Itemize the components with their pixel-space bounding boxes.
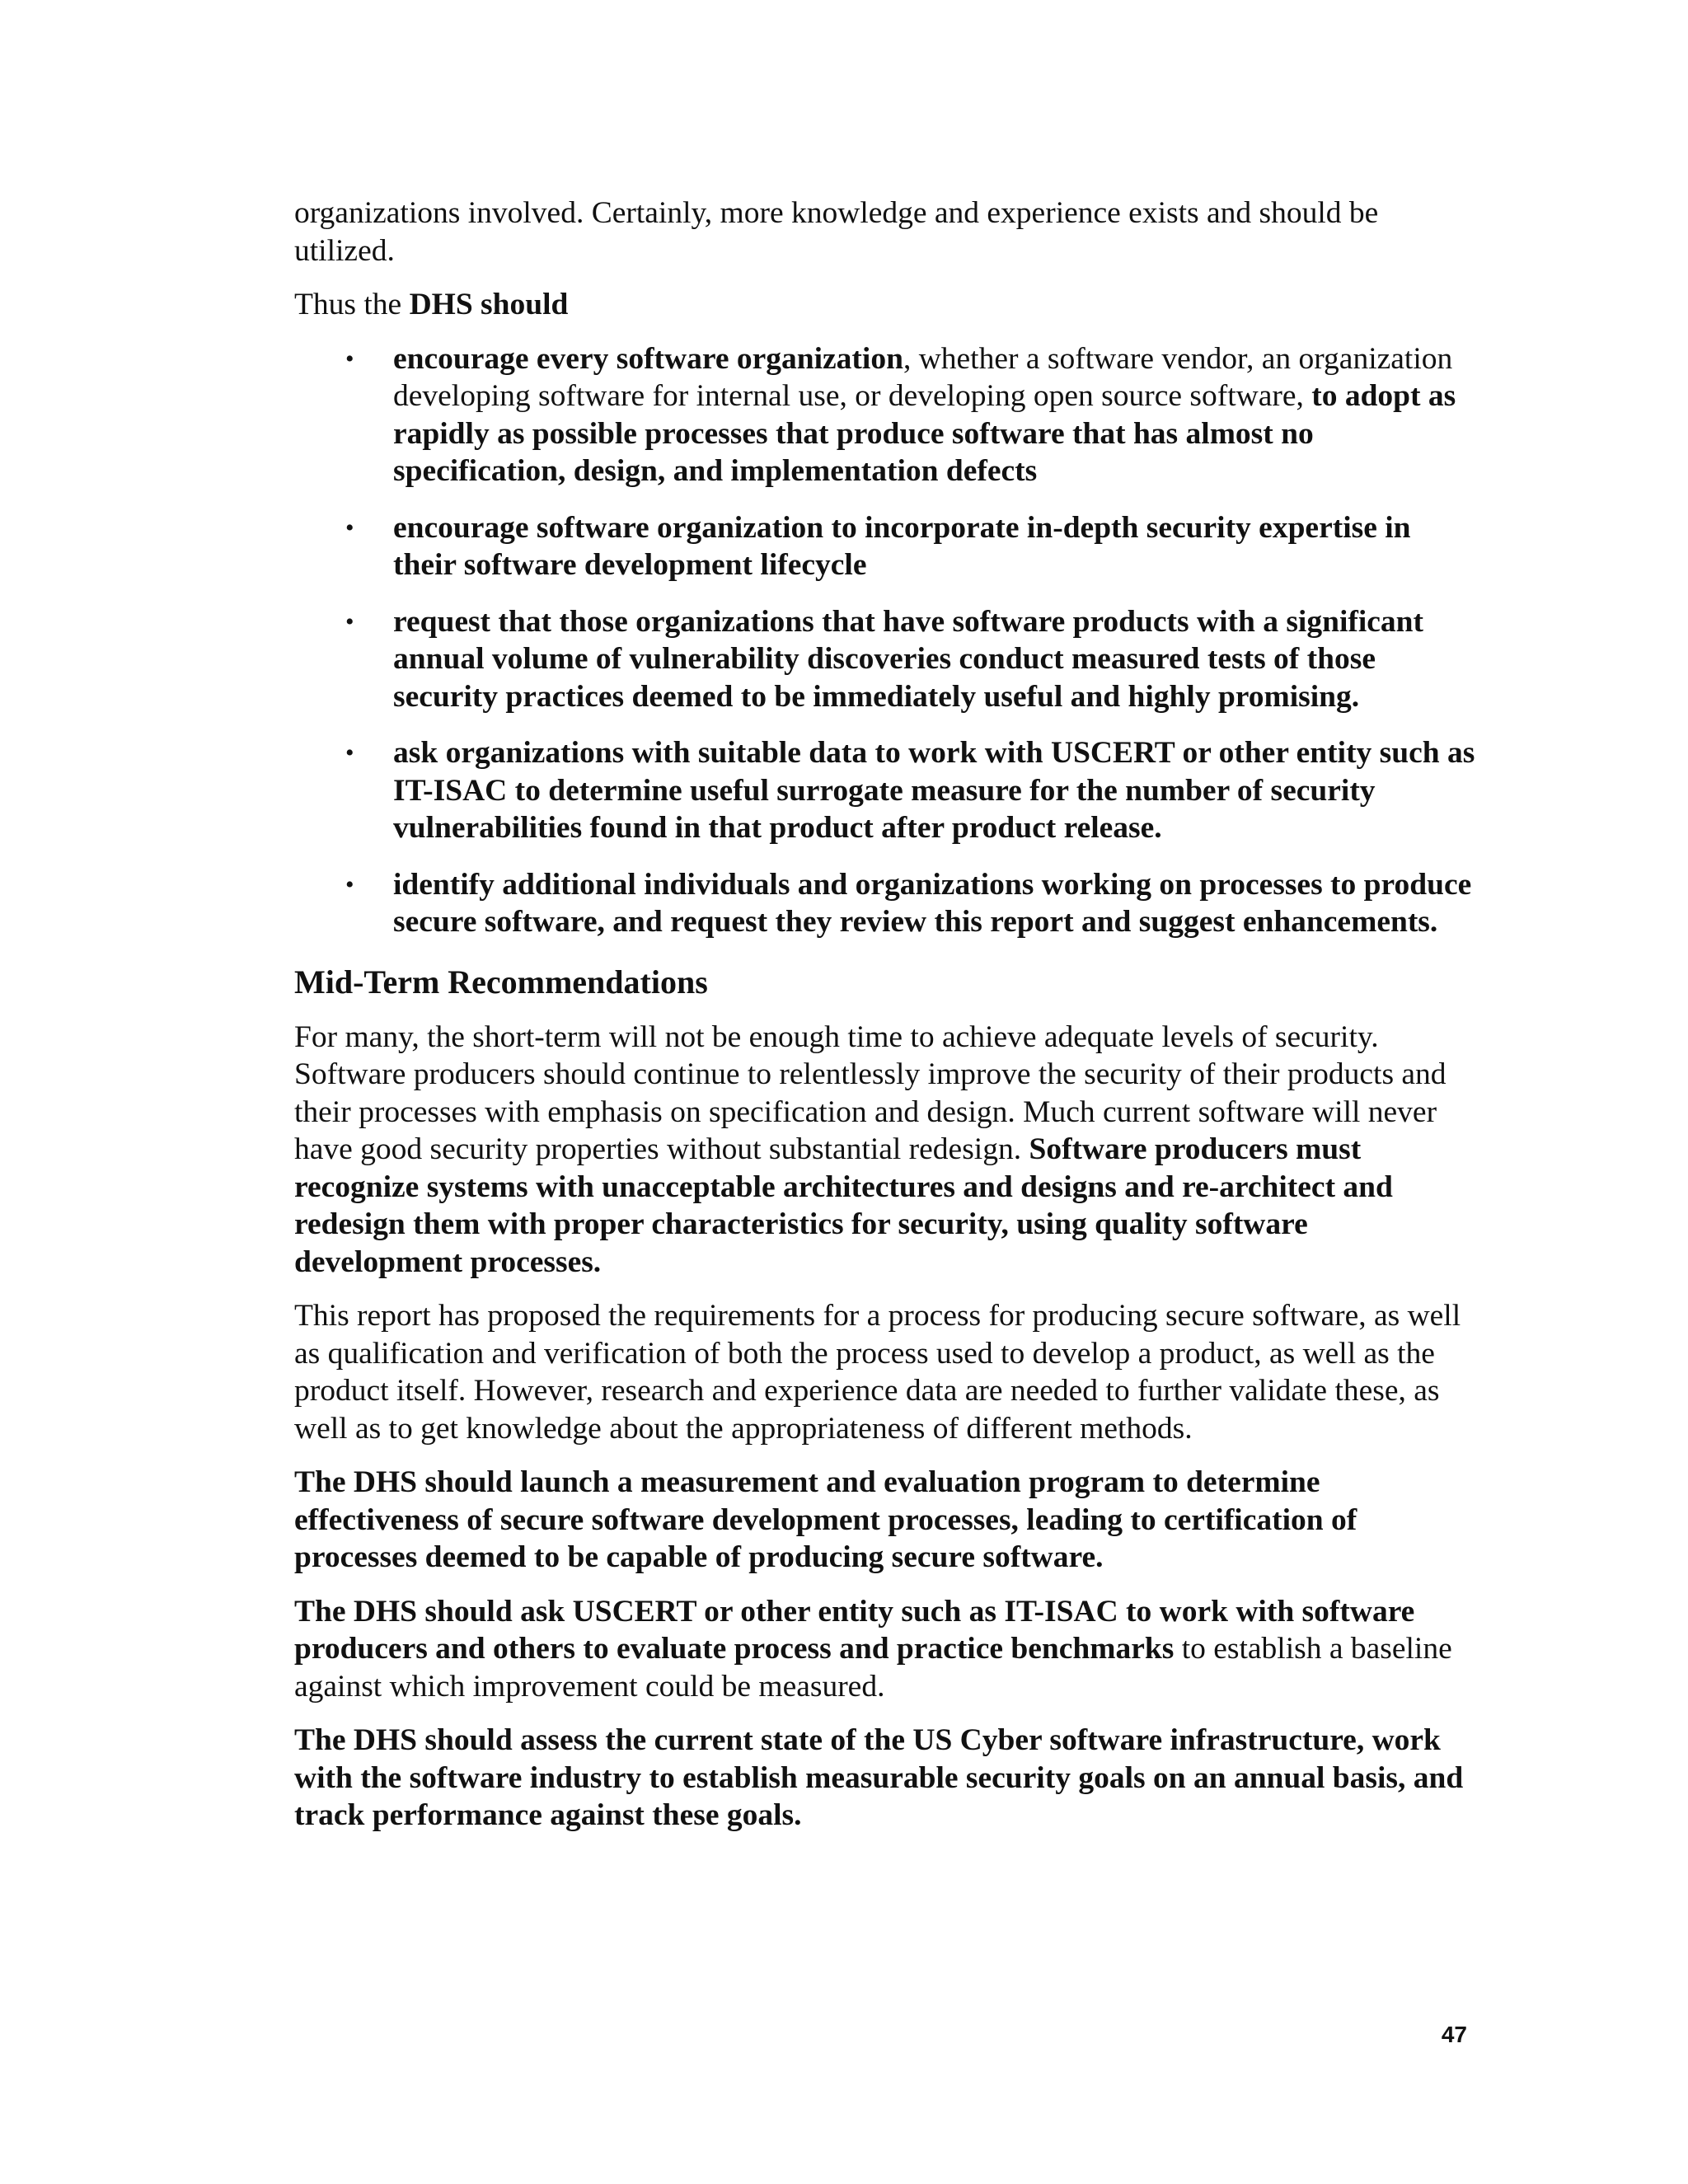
- intro-paragraph: organizations involved. Certainly, more knowledge and experience exists and should be utilized.: [294, 196, 1379, 268]
- bullet-icon: •: [345, 344, 354, 373]
- recommendation-list: [294, 340, 1481, 941]
- para5-bold: The DHS should assess the current state of the US Cyber software infrastructure, work with the software industry to establish measurable security goals on an annual basis, and track performance against these goals.: [294, 1723, 1464, 1832]
- document-page: [294, 194, 1481, 1851]
- midterm-paragraph-3: [294, 1464, 1481, 1577]
- bullet-icon: •: [345, 513, 354, 541]
- bullet-1-bold-a: encourage every software organization: [393, 341, 903, 376]
- para4-bold: The DHS should ask USCERT or other entity such as IT-ISAC to work with software producers and others to evaluate process and practice benchmarks: [294, 1594, 1415, 1666]
- midterm-paragraph-1: [294, 1019, 1481, 1282]
- bullet-3-text: request that those organizations that have software products with a significant annual volume of vulnerability discoveries conduct measured tests of those security practices deemed to be immediately useful and highly promising.: [393, 604, 1424, 714]
- list-item: [294, 734, 1481, 847]
- list-item: [294, 603, 1481, 716]
- bullet-2-text: encourage software organization to incorporate in-depth security expertise in their software development lifecycle: [393, 510, 1411, 582]
- thus-paragraph: [294, 286, 1481, 324]
- bullet-4-text: ask organizations with suitable data to work with USCERT or other entity such as IT-ISAC to determine useful surrogate measure for the number of security vulnerabilities found in that product after product release.: [393, 736, 1475, 845]
- bullet-5-text: identify additional individuals and organizations working on processes to produce secure software, and request they review this report and suggest enhancements.: [393, 867, 1472, 939]
- list-item: [294, 509, 1481, 584]
- para1-normal: For many, the short-term will not be enough time to achieve adequate levels of security. Software producers should continue to relentlessly improve the security of their products and their processes with emphasis on specification and design. Much current software will never have good security properties without substantial redesign.: [294, 1019, 1447, 1166]
- page-number: 47: [1441, 2022, 1467, 2047]
- midterm-paragraph-4: [294, 1593, 1481, 1706]
- para3-bold: The DHS should launch a measurement and evaluation program to determine effectiveness of secure software development processes, leading to certification of processes deemed to be capable of producing secure software.: [294, 1465, 1357, 1574]
- bullet-icon: •: [345, 870, 354, 898]
- section-heading: Mid-Term Recommendations: [294, 963, 708, 1001]
- thus-bold: DHS should: [409, 288, 569, 321]
- bullet-1-normal: , whether a software vendor, an organization developing software for internal use, or developing open source software,: [393, 341, 1453, 413]
- list-item: [294, 340, 1481, 490]
- bullet-1-bold-c: to adopt as rapidly as possible processes that produce software that has almost no specification, design, and implementation defects: [393, 379, 1456, 488]
- para1-bold: Software producers must recognize systems with unacceptable architectures and designs and re-architect and redesign them with proper characteristics for security, using quality software development processes.: [294, 1132, 1393, 1279]
- midterm-paragraph-2: This report has proposed the requirements for a process for producing secure software, as well as qualification and verification of both the process used to develop a product, as well as the product itself. However, research and experience data are needed to further validate these, as well as to get knowledge about the appropriateness of different methods.: [294, 1299, 1461, 1446]
- midterm-paragraph-5: [294, 1722, 1481, 1835]
- bullet-icon: •: [345, 739, 354, 766]
- thus-prefix: Thus the: [294, 288, 410, 321]
- list-item: [294, 866, 1481, 941]
- para4-normal: to establish a baseline against which improvement could be measured.: [294, 1632, 1452, 1704]
- bullet-icon: •: [345, 607, 354, 635]
